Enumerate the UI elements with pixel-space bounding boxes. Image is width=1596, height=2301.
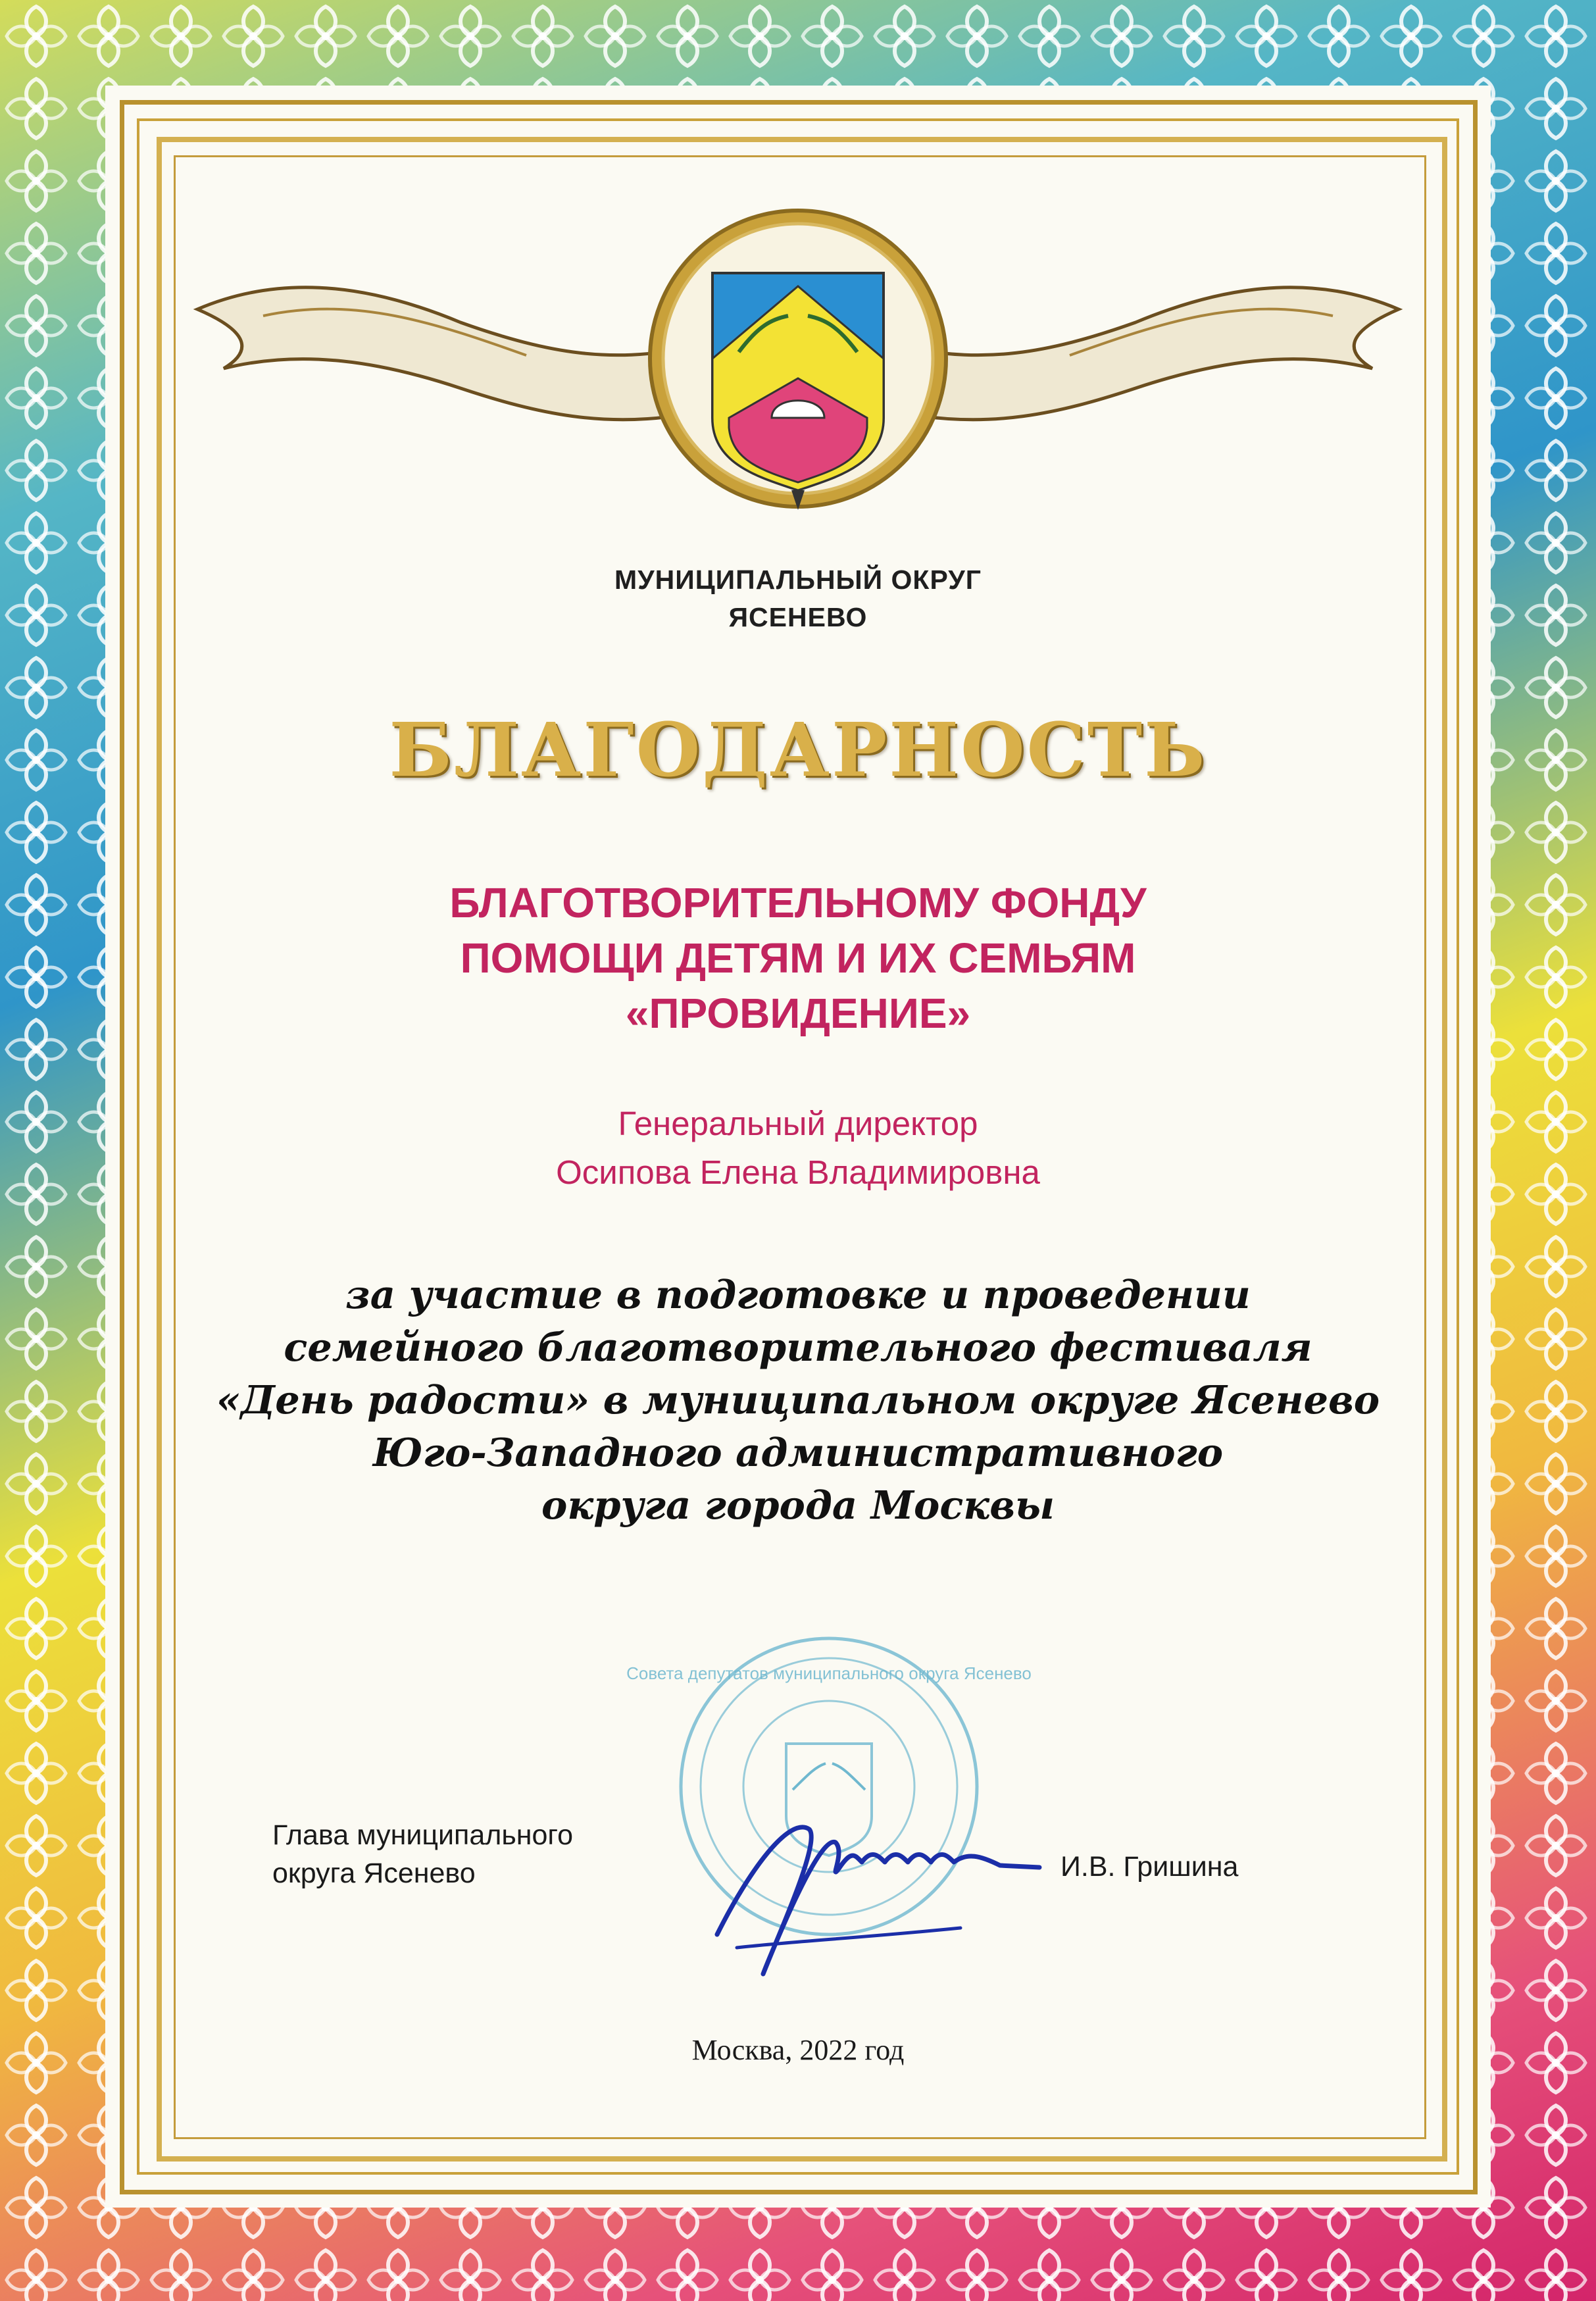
- recipient-line-1: БЛАГОТВОРИТЕЛЬНОМУ ФОНДУ: [449, 879, 1147, 926]
- signer-title-line-1: Глава муниципального: [272, 1819, 574, 1851]
- coat-of-arms-emblem: [640, 201, 956, 530]
- director-name: Осипова Елена Владимировна: [556, 1153, 1040, 1191]
- reason-line-2: семейного благотворительного фестиваля: [284, 1325, 1312, 1370]
- org-name-line-2: ЯСЕНЕВО: [728, 602, 868, 632]
- reason-line-4: Юго-Западного административного: [372, 1430, 1224, 1475]
- signer-title: [272, 1816, 573, 1892]
- recipient-line-2: ПОМОЩИ ДЕТЯМ И ИХ СЕМЬЯМ: [460, 934, 1136, 982]
- place-and-year: Москва, 2022 год: [691, 2034, 905, 2066]
- org-name-line-1: МУНИЦИПАЛЬНЫЙ ОКРУГ: [614, 565, 982, 595]
- recipient-line-3: «ПРОВИДЕНИЕ»: [625, 990, 971, 1037]
- reason-line-5: округа города Москвы: [541, 1482, 1055, 1528]
- stamp-text: Совета депутатов муниципального округа Ясенево: [626, 1663, 1032, 1683]
- director-position: Генеральный директор: [618, 1105, 978, 1142]
- handwritten-signature: [697, 1790, 1066, 1987]
- reason-line-1: за участие в подготовке и проведении: [345, 1272, 1251, 1317]
- signer-title-line-2: округа Ясенево: [272, 1858, 476, 1889]
- reason-line-3: «День радости» в муниципальном округе Ясенево: [216, 1377, 1380, 1423]
- certificate-title: БЛАГОДАРНОСТЬ: [389, 707, 1207, 794]
- signer-name: И.В. Гришина: [1060, 1851, 1239, 1883]
